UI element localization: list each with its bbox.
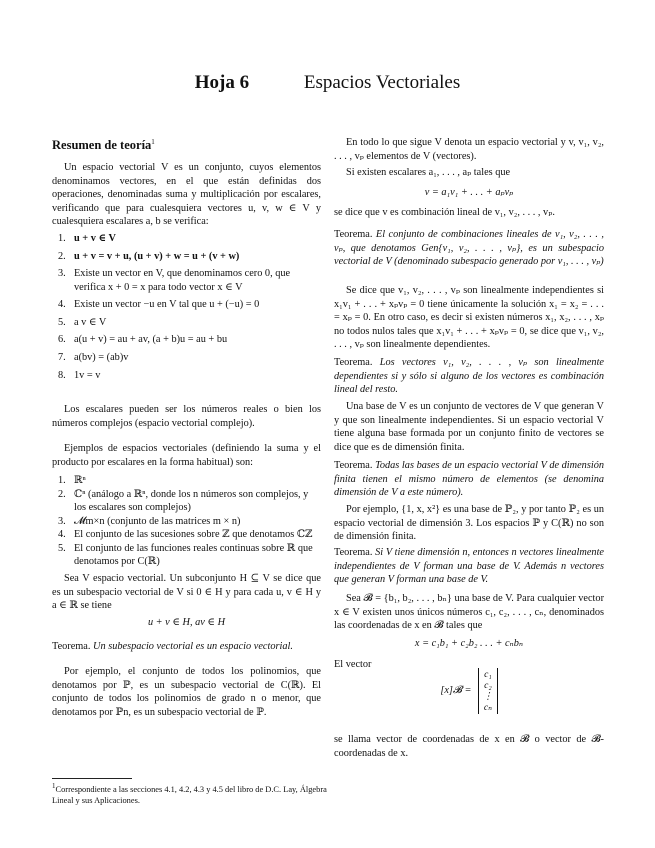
coordinate-vector [334,668,604,714]
scalars-paragraph: Los escalares pueden ser los números reales o bien los números complejos (espacio vectorial complejo). [52,404,321,429]
vector-label: El vector [334,659,372,670]
linear-combination-formula: v = a₁v₁ + . . . + aₚvₚ [424,187,514,198]
list-item: 1. ℝⁿ [58,475,86,486]
list-item: 3. 𝓜m×n (conjunto de las matrices m × n) [58,515,241,527]
list-item: 2. ℂⁿ (análogo a ℝⁿ, donde los n números son complejos, y los escalares son complejos) [58,488,309,514]
sheet-topic: Espacios Vectoriales [303,72,461,93]
coordinates-formula: x = c₁b₁ + c₂b₂ . . . + cₙbₙ [414,638,524,649]
footnote: $^1$Correspondiente a las secciones 4.1, 4.2, 4.3 y 4.5 del libro de D.C. Lay, Álgebra Lineal y sus Aplicaciones. [52,782,327,805]
polynomials-paragraph: Por ejemplo, el conjunto de todos los polinomios, que denotamos por ℙ, es un subespacio vectorial de C(ℝ). El conjunto de todos los polinomios de grado n o menor, que denotamos por ℙn, es un subespacio vectorial de ℙ. [52,666,321,718]
list-item: 6. a(u + v) = au + av, (a + b)u = au + bu [58,334,228,346]
matrix-entry: c₁ [484,669,492,680]
matrix-entry: ⋮ [483,691,493,703]
independence-paragraph: Se dice que v₁, v₂, . . . , vₚ son linealmente independientes si x₁v₁ + . . . + xₚvₚ = 0 tiene únicamente la solución x₁ = x₂ = . . . = xₚ = 0. En otro caso, es decir si existen números x₁, x₂, . . . , xₚ no todos nulos tales que x₁v₁ + . . . + xₚvₚ = 0, se dice que v₁, v₂, . . . , vₚ son linealmente dependientes. [334,285,604,351]
section-heading: Resumen de teoría$^1$ [52,137,155,152]
list-item: 4. El conjunto de las sucesiones sobre ℤ que denotamos ℂℤ [58,529,313,541]
coordinate-vector-lhs: [x]𝓑 = [440,685,472,697]
list-item: 4. Existe un vector −u en V tal que u + (−u) = 0 [58,299,260,311]
list-item: 2. u + v = v + u, (u + v) + w = u + (v + w) [58,250,240,262]
list-item: 7. a(bv) = (ab)v [58,352,129,364]
theorem-basis: Teorema. Si V tiene dimensión n, entonces n vectores linealmente independientes de V forman una base de V. Además n vectores que generan V forman una base de V. [334,547,604,586]
list-item: 5. a v ∈ V [58,316,107,328]
list-item: 5. El conjunto de las funciones reales continuas sobre ℝ que denotamos por C(ℝ) [58,542,313,568]
coordinate-matrix [478,668,498,714]
intro-paragraph: Un espacio vectorial V es un conjunto, cuyos elementos denominamos vectores, en el que están definidas dos operaciones, denominadas suma y multiplicación por escalares, verificando que para cualesquiera vectores u, v, w ∈ V y cualesquiera escalares a, b se verifica: [52,162,321,228]
axioms-list [52,232,321,382]
theorem-subspace: Teorema. Un subespacio vectorial es un espacio vectorial. [52,641,293,652]
list-item: 8. 1v = v [58,369,101,381]
list-item: 1. u + v ∈ V [58,233,116,244]
theorem-span: Teorema. El conjunto de combinaciones lineales de v₁, v₂, . . . , vₚ, que denotamos Gen{v₁, v₂, . . . , vₚ}, es un subespacio vectorial de V (denominado subespacio generado por v₁, . . . , vₚ) [334,229,604,268]
examples-intro: Ejemplos de espacios vectoriales (definiendo la suma y el producto por escalares en la forma habitual) son: [52,443,321,468]
sheet-number: Hoja 6 [194,72,250,93]
page-title [0,70,655,95]
coordinates-vector-text: se llama vector de coordenadas de x en 𝓑 o vector de 𝓑-coordenadas de x. [334,734,604,759]
examples-list [52,474,321,569]
matrix-entry: cₙ [483,702,492,714]
footnote-rule [52,778,132,779]
notation-paragraph: En todo lo que sigue V denota un espacio vectorial y v, v₁, v₂, . . . , vₚ elementos de V (vectores). [334,137,604,162]
linear-combination-text: se dice que v es combinación lineal de v₁, v₂, . . . , vₚ. [334,207,555,218]
theorem-dependence: Teorema. Los vectores v₁, v₂, . . . , vₚ son linealmente dependientes si y sólo si alguno de los vectores es combinación lineal del resto. [334,357,604,396]
matrix-entry: c₂ [484,680,492,692]
theorem-dimension: Teorema. Todas las bases de un espacio vectorial V de dimensión finita tienen el mismo número de elementos (se denomina dimensión de V a este número). [334,460,604,499]
basis-paragraph: Una base de V es un conjunto de vectores de V que generan V y que son linealmente independientes. Si un espacio vectorial V tiene alguna base formada por un conjunto finito de vectores se dice que es de dimensión finita. [334,401,604,453]
scalars-exist: Si existen escalares a₁, . . . , aₚ tales que [346,167,511,178]
dimension-example: Por ejemplo, {1, x, x²} es una base de ℙ₂, y por tanto ℙ₂ es un espacio vectorial de dimensión 3. Los espacios ℙ y C(ℝ) no son de dimensión finita. [334,504,604,543]
coordinates-paragraph: Sea 𝓑 = {b₁, b₂, . . . , bₙ} una base de V. Para cualquier vector x ∈ V existen unos únicos números c₁, c₂, . . . , cₙ, denominados las coordenadas de x en 𝓑 tales que [334,593,604,632]
subspace-formula: u + v ∈ H, av ∈ H [147,617,226,628]
list-item: 3. Existe un vector en V, que denominamos cero 0, que verifica x + 0 = x para todo vector x ∈ V [58,268,291,293]
subspace-definition: Sea V espacio vectorial. Un subconjunto H ⊆ V se dice que es un subespacio vectorial de V si 0 ∈ H y para cada u, v ∈ H y a ∈ ℝ se tiene [52,573,321,612]
